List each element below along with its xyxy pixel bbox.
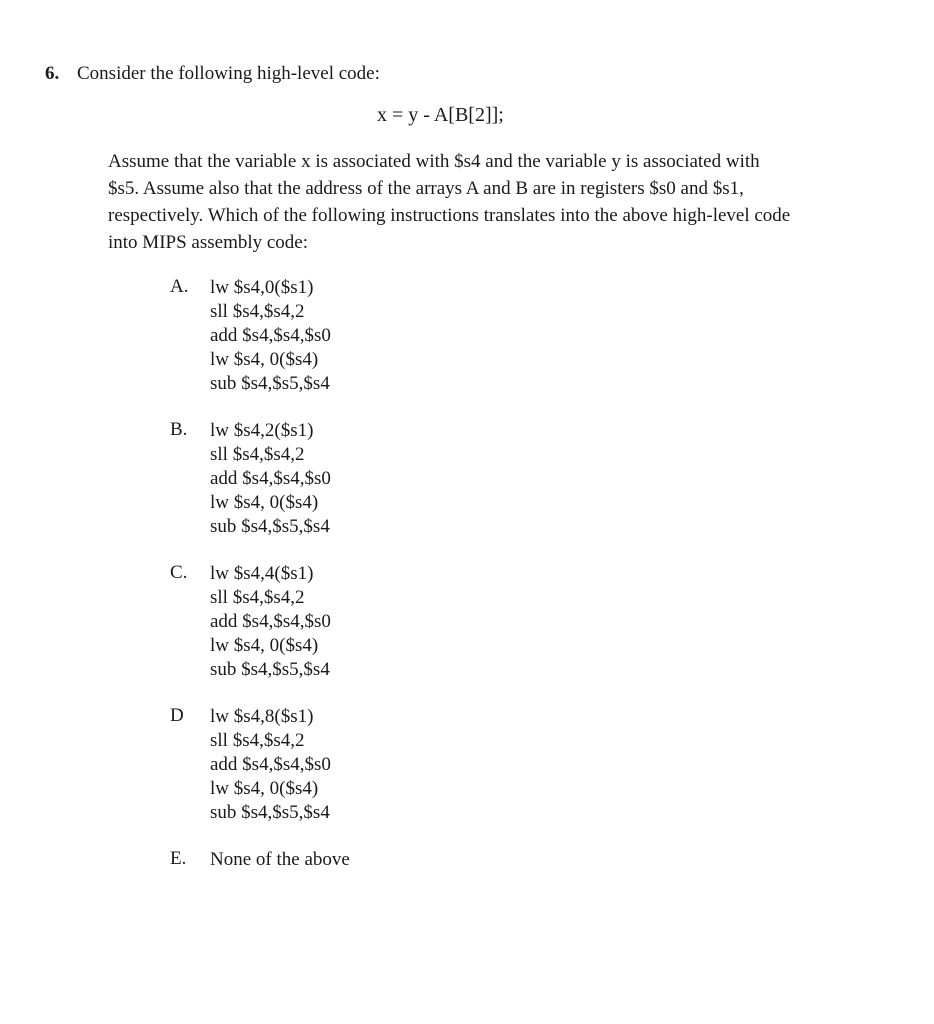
description-line: into MIPS assembly code:	[108, 232, 309, 253]
code-line: lw $s4,0($s1)	[210, 277, 314, 298]
option-code	[210, 419, 331, 539]
option-letter: A.	[170, 276, 189, 297]
option-letter: D	[170, 705, 184, 726]
high-level-code: x = y - A[B[2]];	[377, 104, 504, 126]
code-line: sub $s4,$s5,$s4	[210, 516, 330, 537]
option-code	[210, 848, 350, 872]
code-line: lw $s4,8($s1)	[210, 706, 314, 727]
code-line: sub $s4,$s5,$s4	[210, 802, 330, 823]
option-code	[210, 562, 331, 682]
code-line: sub $s4,$s5,$s4	[210, 373, 330, 394]
code-line: None of the above	[210, 849, 350, 870]
code-line: lw $s4, 0($s4)	[210, 492, 319, 513]
description-line: respectively. Which of the following instructions translates into the above high-level code	[108, 205, 791, 226]
description-line: $s5. Assume also that the address of the arrays A and B are in registers $s0 and $s1,	[108, 178, 744, 199]
code-line: sll $s4,$s4,2	[210, 301, 305, 322]
question-description	[108, 148, 868, 256]
code-line: lw $s4,4($s1)	[210, 563, 314, 584]
code-line: add $s4,$s4,$s0	[210, 468, 331, 489]
option-letter: B.	[170, 419, 188, 440]
option-letter: C.	[170, 562, 188, 583]
option-letter: E.	[170, 848, 187, 869]
code-line: lw $s4, 0($s4)	[210, 635, 319, 656]
option-code	[210, 276, 331, 396]
code-line: sll $s4,$s4,2	[210, 587, 305, 608]
code-line: sll $s4,$s4,2	[210, 444, 305, 465]
code-line: sub $s4,$s5,$s4	[210, 659, 330, 680]
question-number: 6.	[45, 63, 60, 84]
code-line: add $s4,$s4,$s0	[210, 325, 331, 346]
code-line: add $s4,$s4,$s0	[210, 611, 331, 632]
code-line: lw $s4, 0($s4)	[210, 778, 319, 799]
code-line: lw $s4,2($s1)	[210, 420, 314, 441]
code-line: sll $s4,$s4,2	[210, 730, 305, 751]
option-code	[210, 705, 331, 825]
question-prompt: Consider the following high-level code:	[77, 63, 380, 84]
code-line: add $s4,$s4,$s0	[210, 754, 331, 775]
code-line: lw $s4, 0($s4)	[210, 349, 319, 370]
description-line: Assume that the variable x is associated with $s4 and the variable y is associated with	[108, 151, 760, 172]
question-header	[45, 63, 380, 85]
